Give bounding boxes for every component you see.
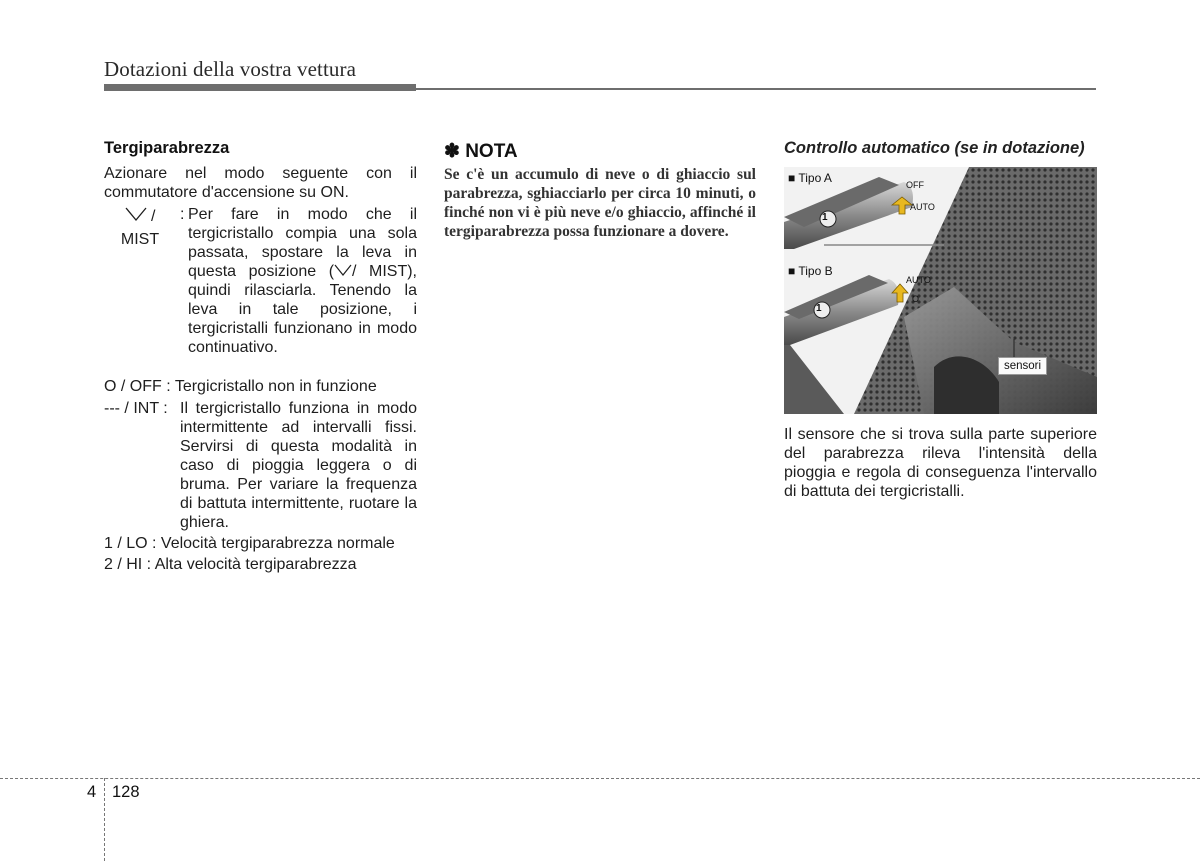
nota-heading [444, 140, 518, 163]
footer-dashed-rule [0, 778, 1200, 779]
section-title: Dotazioni della vostra vettura [104, 57, 356, 81]
int-term: --- / INT : [104, 400, 168, 417]
o-position-label: O [912, 294, 920, 304]
footer-vertical-rule [104, 778, 105, 861]
int-definition: Il tergicristallo funziona in modo intermittente ad intervalli fissi. Servirsi di questa modalità in caso di pioggia leggera o di bruma. Per variare la frequenza di battuta intermittente, ruotare la ghiera. [180, 400, 417, 531]
wipers-heading: Tergiparabrezza [104, 139, 230, 157]
mist-definition [188, 205, 417, 357]
mist-term [104, 205, 176, 251]
mist-term-slash: / [151, 208, 156, 225]
page-number: 128 [112, 783, 140, 801]
auto-position-label-b: AUTO [906, 275, 931, 285]
type-a-label: ■ Tipo A [788, 171, 832, 185]
off-position-label: OFF [906, 180, 924, 190]
callout-1-b: 1 [816, 303, 822, 314]
hi-row: 2 / HI : Alta velocità tergiparabrezza [104, 556, 357, 573]
mist-def-part1: Per fare in modo che il tergicristallo compia una sola passata, spostare la leva in questa posizione ( [188, 206, 417, 280]
type-b-label: ■ Tipo B [788, 264, 833, 278]
wiper-figure [784, 167, 1097, 414]
off-row: O / OFF : Tergicristallo non in funzione [104, 378, 377, 395]
mist-vee-icon [125, 205, 147, 228]
wipers-intro: Azionare nel modo seguente con il commutatore d'accensione su ON. [104, 165, 417, 201]
auto-control-heading: Controllo automatico (se in dotazione) [784, 139, 1085, 157]
callout-1-a: 1 [822, 212, 828, 223]
mist-def-part1-end: / [352, 263, 357, 280]
nota-star-icon: ✽ [444, 141, 460, 162]
lo-row: 1 / LO : Velocità tergiparabrezza normale [104, 535, 395, 552]
mist-inline-vee-icon [334, 262, 352, 281]
nota-heading-label: NOTA [465, 141, 518, 162]
figure-illustration [784, 167, 1097, 414]
mist-def-part2: MIST), quindi rilasciarla. Tenendo la leva in tale posizione, i tergicristalli funzionano in modo continuativo. [188, 263, 417, 357]
sensor-description: Il sensore che si trova sulla parte superiore del parabrezza rileva l'intensità della pioggia e regola di conseguenza l'intervallo di battuta dei tergicristalli. [784, 426, 1097, 500]
mist-colon: : [180, 206, 185, 223]
header-rule-thick [104, 84, 416, 91]
mist-term-word: MIST [120, 231, 160, 249]
sensor-callout: sensori [998, 357, 1047, 375]
chapter-number: 4 [87, 783, 97, 801]
auto-position-label-a: AUTO [910, 202, 935, 212]
header-rule-thin [416, 88, 1096, 90]
nota-text: Se c'è un accumulo di neve o di ghiaccio sul parabrezza, sghiacciarlo per circa 10 minuti, o finché non vi è più neve e/o ghiaccio, affinché il tergiparabrezza possa funzionare a dovere. [444, 166, 756, 240]
